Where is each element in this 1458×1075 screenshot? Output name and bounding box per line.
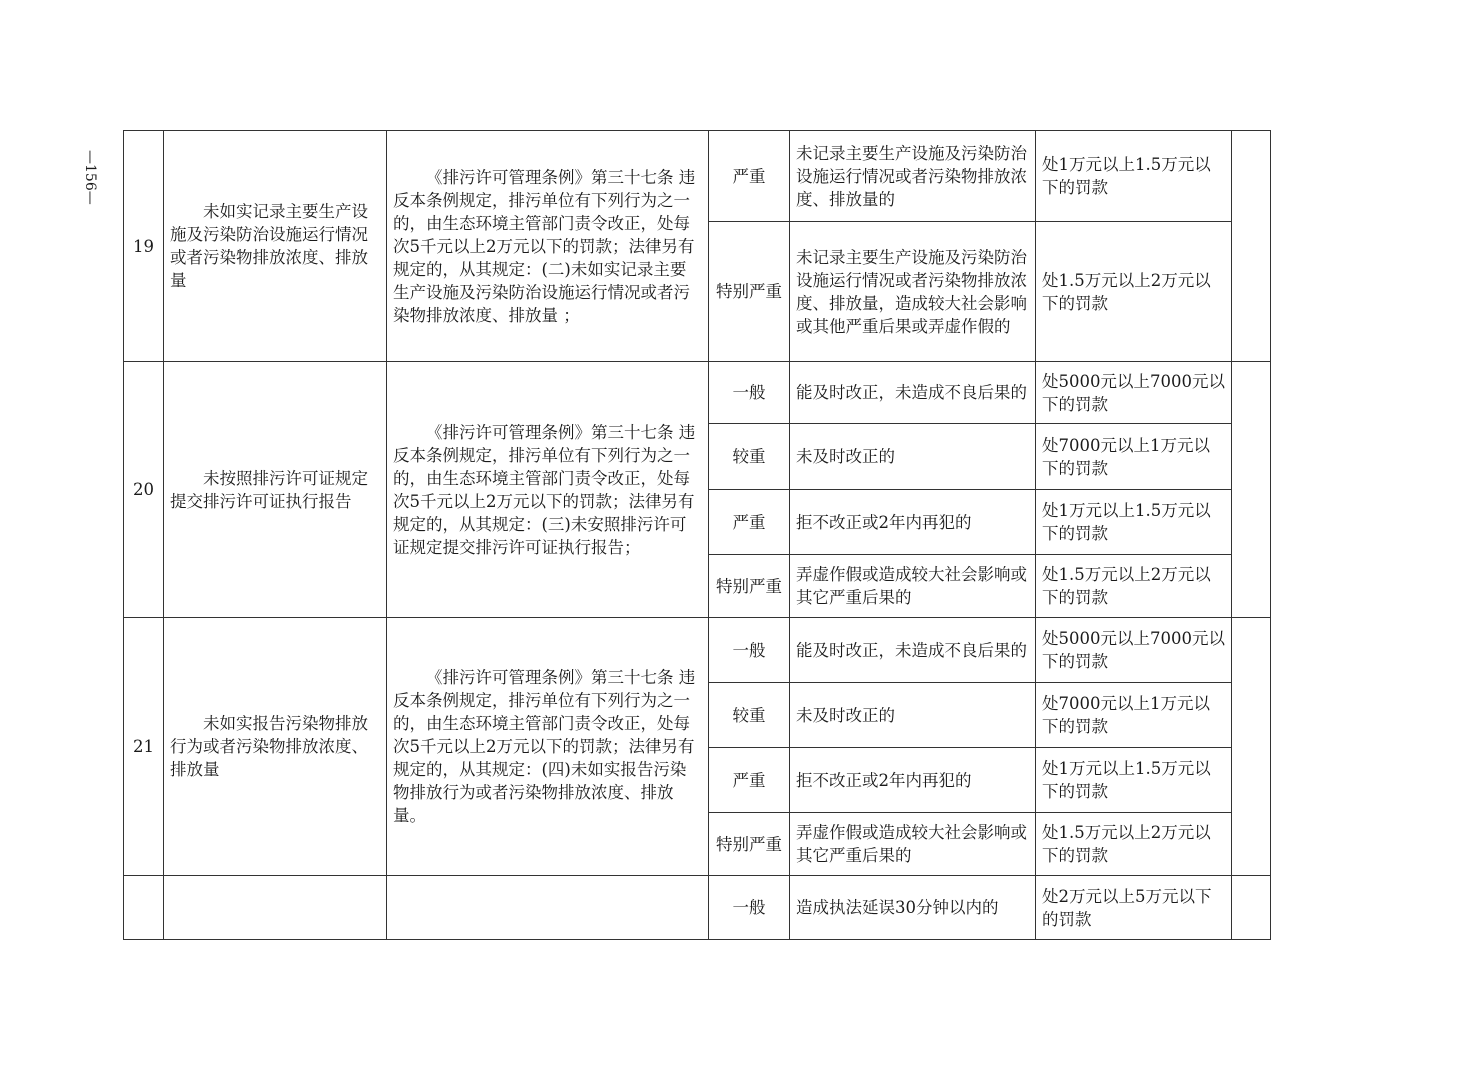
row-number: 19 bbox=[124, 131, 164, 362]
fine-amount: 处7000元以上1万元以下的罚款 bbox=[1036, 424, 1232, 490]
legal-basis: 《排污许可管理条例》第三十七条 违反本条例规定，排污单位有下列行为之一的，由生态环境主管部门责令改正，处每次5千元以上2万元以下的罚款；法律另有规定的，从其规定：(二)未如实记录主要生产设施及污染防治设施运行情况或者污染物排放浓度、排放量 ； bbox=[387, 131, 709, 362]
violation-condition: 造成执法延误30分钟以内的 bbox=[790, 876, 1036, 940]
fine-amount: 处2万元以上5万元以下的罚款 bbox=[1036, 876, 1232, 940]
violation-condition: 弄虚作假或造成较大社会影响或其它严重后果的 bbox=[790, 813, 1036, 876]
violation-condition: 能及时改正，未造成不良后果的 bbox=[790, 362, 1036, 424]
fine-amount: 处1.5万元以上2万元以下的罚款 bbox=[1036, 813, 1232, 876]
violation-condition: 未及时改正的 bbox=[790, 424, 1036, 490]
fine-amount: 处1.5万元以上2万元以下的罚款 bbox=[1036, 222, 1232, 362]
violation-description: 未按照排污许可证规定提交排污许可证执行报告 bbox=[164, 362, 387, 618]
violation-condition: 未记录主要生产设施及污染防治设施运行情况或者污染物排放浓度、排放量的 bbox=[790, 131, 1036, 222]
table-row bbox=[124, 876, 1271, 940]
severity-level: 严重 bbox=[709, 748, 790, 813]
severity-level: 一般 bbox=[709, 362, 790, 424]
fine-amount: 处7000元以上1万元以下的罚款 bbox=[1036, 683, 1232, 748]
fine-amount: 处1.5万元以上2万元以下的罚款 bbox=[1036, 555, 1232, 618]
remarks-cell bbox=[1232, 618, 1271, 876]
table-row bbox=[124, 618, 1271, 683]
severity-level: 严重 bbox=[709, 490, 790, 555]
fine-amount: 处1万元以上1.5万元以下的罚款 bbox=[1036, 490, 1232, 555]
severity-level: 特别严重 bbox=[709, 813, 790, 876]
violation-condition: 拒不改正或2年内再犯的 bbox=[790, 748, 1036, 813]
table-row bbox=[124, 362, 1271, 424]
severity-level: 一般 bbox=[709, 618, 790, 683]
violation-description: 未如实记录主要生产设施及污染防治设施运行情况或者污染物排放浓度、排放量 bbox=[164, 131, 387, 362]
severity-level: 特别严重 bbox=[709, 555, 790, 618]
remarks-cell bbox=[1232, 362, 1271, 618]
severity-level: 一般 bbox=[709, 876, 790, 940]
severity-level: 严重 bbox=[709, 131, 790, 222]
violation-condition: 弄虚作假或造成较大社会影响或其它严重后果的 bbox=[790, 555, 1036, 618]
severity-level: 较重 bbox=[709, 424, 790, 490]
row-number: 21 bbox=[124, 618, 164, 876]
violation-condition: 未记录主要生产设施及污染防治设施运行情况或者污染物排放浓度、排放量，造成较大社会影响或其他严重后果或弄虚作假的 bbox=[790, 222, 1036, 362]
fine-amount: 处5000元以上7000元以下的罚款 bbox=[1036, 618, 1232, 683]
severity-level: 特别严重 bbox=[709, 222, 790, 362]
penalty-table bbox=[123, 130, 1271, 940]
severity-level: 较重 bbox=[709, 683, 790, 748]
row-number bbox=[124, 876, 164, 940]
row-number: 20 bbox=[124, 362, 164, 618]
remarks-cell bbox=[1232, 876, 1271, 940]
fine-amount: 处5000元以上7000元以下的罚款 bbox=[1036, 362, 1232, 424]
violation-description: 未如实报告污染物排放行为或者污染物排放浓度、排放量 bbox=[164, 618, 387, 876]
violation-condition: 未及时改正的 bbox=[790, 683, 1036, 748]
violation-condition: 拒不改正或2年内再犯的 bbox=[790, 490, 1036, 555]
page-number: —156— bbox=[82, 150, 98, 205]
legal-basis: 《排污许可管理条例》第三十七条 违反本条例规定，排污单位有下列行为之一的，由生态环境主管部门责令改正，处每次5千元以上2万元以下的罚款；法律另有规定的，从其规定：(三)未安照排污许可证规定提交排污许可证执行报告； bbox=[387, 362, 709, 618]
violation-description bbox=[164, 876, 387, 940]
legal-basis: 《排污许可管理条例》第三十七条 违反本条例规定，排污单位有下列行为之一的，由生态环境主管部门责令改正，处每次5千元以上2万元以下的罚款；法律另有规定的，从其规定：(四)未如实报告污染物排放行为或者污染物排放浓度、排放量。 bbox=[387, 618, 709, 876]
legal-basis bbox=[387, 876, 709, 940]
fine-amount: 处1万元以上1.5万元以下的罚款 bbox=[1036, 748, 1232, 813]
remarks-cell bbox=[1232, 131, 1271, 362]
violation-condition: 能及时改正，未造成不良后果的 bbox=[790, 618, 1036, 683]
fine-amount: 处1万元以上1.5万元以下的罚款 bbox=[1036, 131, 1232, 222]
table-row bbox=[124, 131, 1271, 222]
